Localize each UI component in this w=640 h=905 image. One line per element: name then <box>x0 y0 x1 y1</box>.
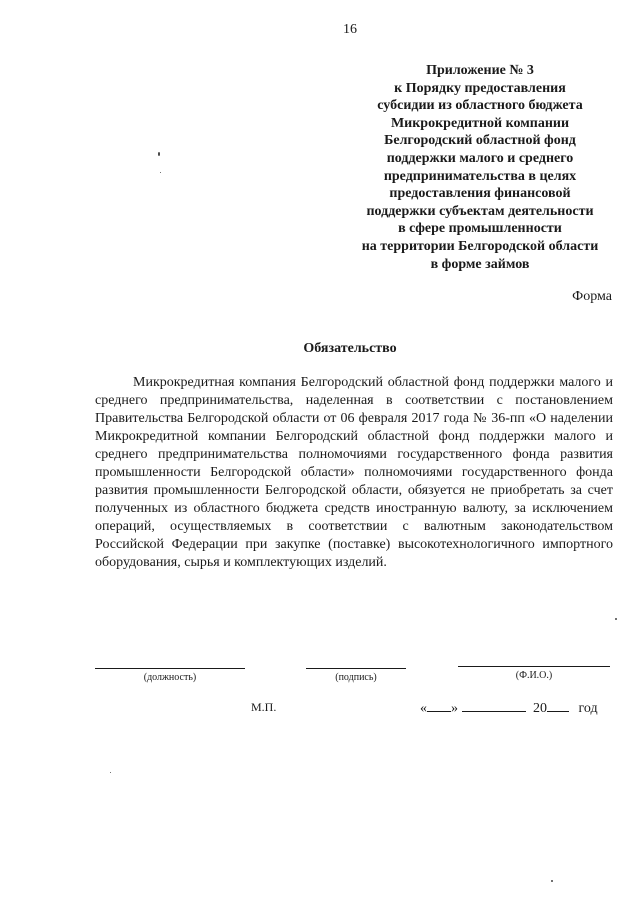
appendix-line: на территории Белгородской области <box>361 238 599 254</box>
scan-speck <box>158 152 160 156</box>
signature-caption: (подпись) <box>335 672 377 683</box>
page-number: 16 <box>343 22 357 37</box>
month-blank <box>462 699 526 712</box>
name-line <box>458 666 610 667</box>
form-label: Форма <box>572 289 612 304</box>
scan-speck <box>160 172 161 173</box>
date-close-quote: » <box>451 701 458 716</box>
appendix-line: предоставления финансовой <box>389 186 571 202</box>
year-suffix: год <box>578 701 598 716</box>
appendix-line: поддержки субъектам деятельности <box>366 203 594 219</box>
appendix-line: в сфере промышленности <box>398 221 562 237</box>
scan-speck <box>615 618 617 620</box>
appendix-line: поддержки малого и среднего <box>386 150 574 166</box>
scan-speck <box>551 880 553 882</box>
date-line <box>420 699 598 717</box>
position-caption: (должность) <box>143 672 197 683</box>
appendix-header <box>330 62 630 273</box>
obligation-paragraph: Микрокредитная компания Белгородский областной фонд поддержки малого и среднего предпринимательства, наделенная в соответствии с постановлением Правительства Белгородской области от 06 февраля 2017 года № 36-пп «О наделении Микрокредитной компании Белгородский областной фонд поддержки малого и среднего предпринимательства полномочиями государственного фонда развития промышленности Белгородской области» полномочиями государственного фонда развития промышленности Белгородской области, обязуется не приобретать за счет полученных из областного бюджета средств иностранную валюту, за исключением операций, осуществляемых в соответствии с валютным законодательством Российской Федерации при закупке (поставке) высокотехнологичного импортного оборудования, сырья и комплектующих изделий. <box>95 375 613 570</box>
appendix-line: Белгородский областной фонд <box>384 133 576 149</box>
name-caption: (Ф.И.О.) <box>515 670 553 681</box>
appendix-line: Микрокредитной компании <box>390 115 570 131</box>
signature-line <box>306 668 406 669</box>
document-title: Обязательство <box>303 341 397 356</box>
position-line <box>95 668 245 669</box>
appendix-line: к Порядку предоставления <box>394 80 566 96</box>
appendix-line: предпринимательства в целях <box>383 168 577 184</box>
appendix-line: в форме займов <box>430 256 530 272</box>
scan-speck <box>110 772 111 773</box>
year-blank <box>547 699 569 712</box>
stamp-label: М.П. <box>251 700 277 714</box>
appendix-line: Приложение № 3 <box>426 63 534 78</box>
appendix-line: субсидии из областного бюджета <box>377 98 583 114</box>
date-open-quote: « <box>420 701 427 716</box>
year-prefix: 20 <box>533 701 547 716</box>
obligation-body <box>95 374 613 572</box>
day-blank <box>427 699 451 712</box>
